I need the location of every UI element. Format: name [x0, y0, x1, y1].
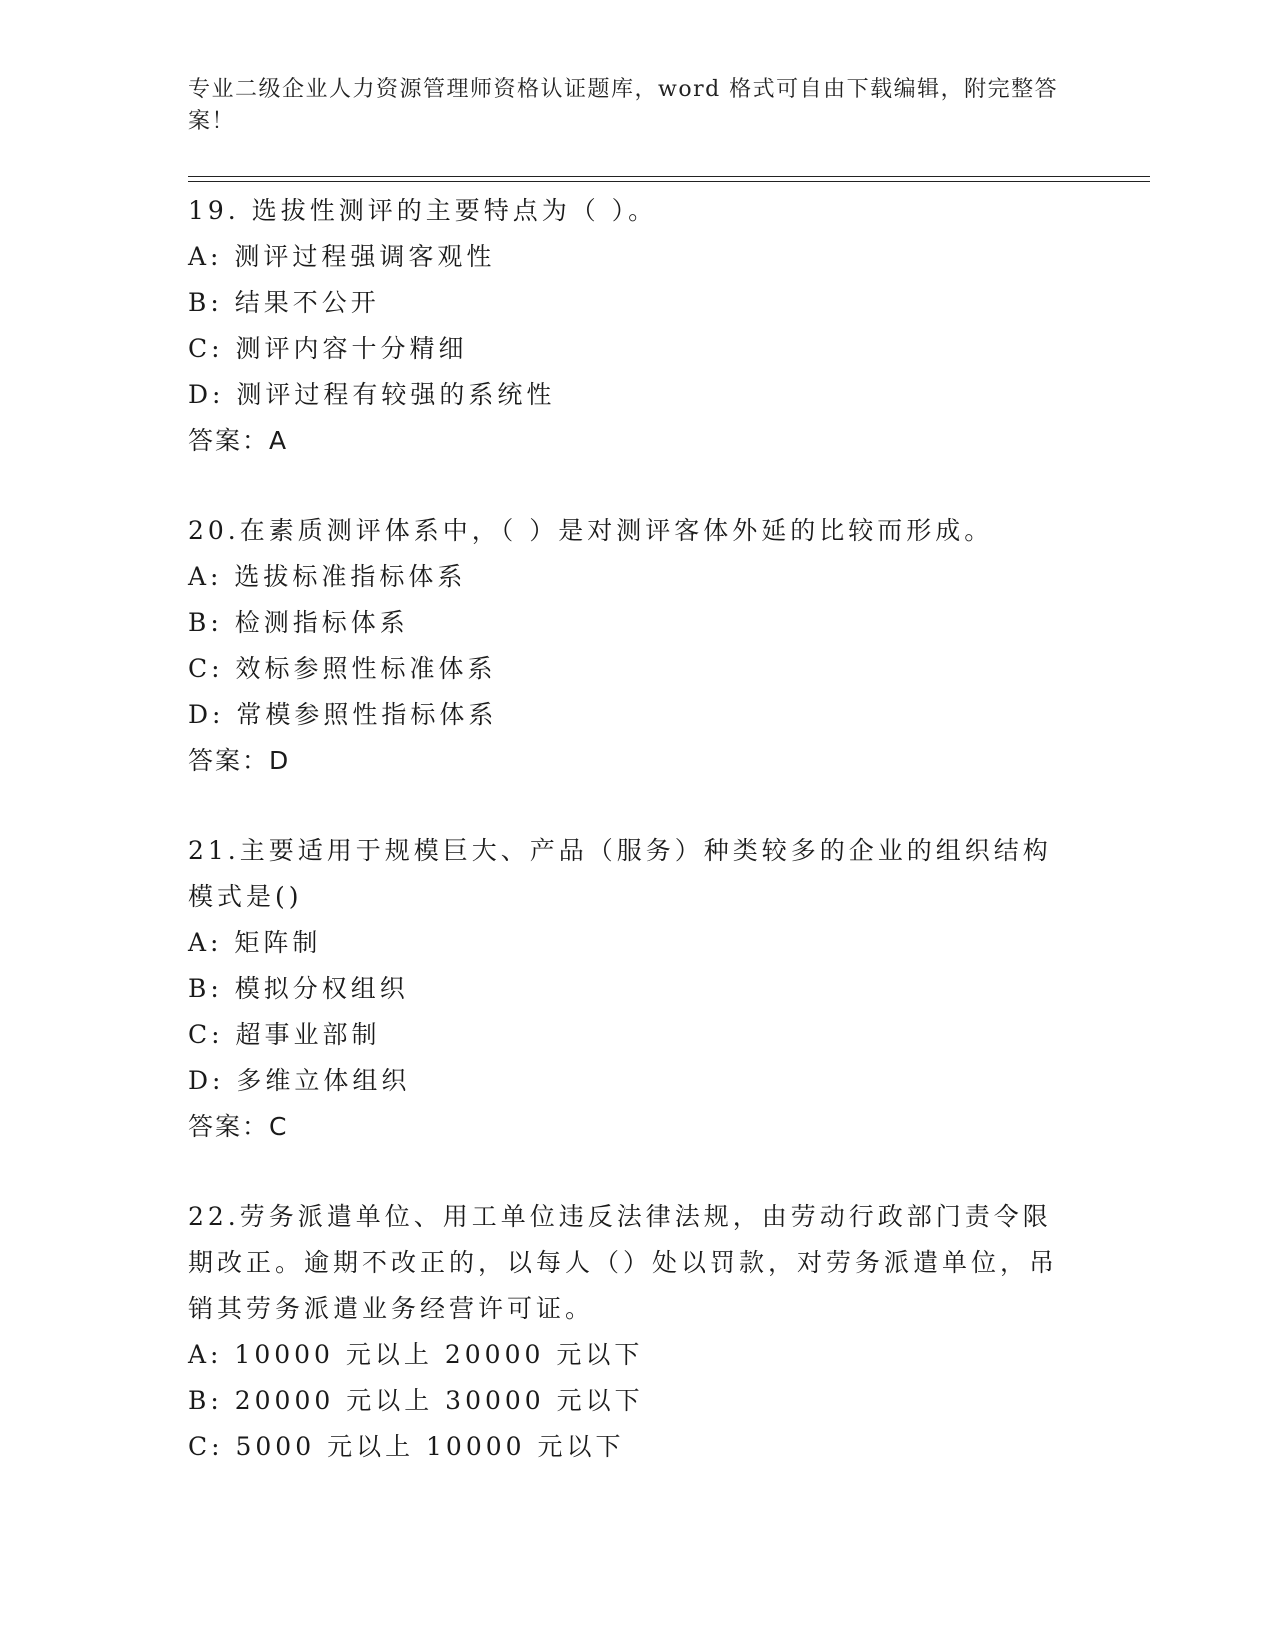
option-b: B: 结果不公开 — [188, 288, 380, 317]
option-c: C: 测评内容十分精细 — [188, 334, 468, 363]
option-c: C: 超事业部制 — [188, 1020, 381, 1049]
page-header: 专业二级企业人力资源管理师资格认证题库，word 格式可自由下载编辑，附完整答案！ — [188, 77, 1059, 134]
option-a: A: 矩阵制 — [188, 928, 322, 957]
question-stem: 22.劳务派遣单位、用工单位违反法律法规，由劳动行政部门责令限期改正。逾期不改正的，以每人（）处以罚款，对劳务派遣单位，吊销其劳务派遣业务经营许可证。 — [188, 1202, 1059, 1323]
question-stem: 21.主要适用于规模巨大、产品（服务）种类较多的企业的组织结构模式是() — [188, 836, 1052, 911]
option-a: A: 选拔标准指标体系 — [188, 562, 467, 591]
question-22 — [188, 1194, 1088, 1470]
answer-label: 答案：A — [188, 426, 289, 455]
answer-label: 答案：D — [188, 746, 291, 775]
question-19 — [188, 188, 1088, 464]
question-list — [188, 188, 1088, 1514]
question-stem: 20.在素质测评体系中，（ ）是对测评客体外延的比较而形成。 — [188, 516, 994, 545]
option-d: D: 多维立体组织 — [188, 1066, 411, 1095]
option-a: A: 测评过程强调客观性 — [188, 242, 496, 271]
option-c: C: 5000 元以上 10000 元以下 — [188, 1432, 625, 1461]
option-a: A: 10000 元以上 20000 元以下 — [188, 1340, 644, 1369]
answer-label: 答案：C — [188, 1112, 289, 1141]
question-stem: 19. 选拔性测评的主要特点为（ ）。 — [188, 196, 658, 225]
question-20 — [188, 508, 1088, 784]
option-d: D: 测评过程有较强的系统性 — [188, 380, 556, 409]
question-21 — [188, 828, 1088, 1150]
option-c: C: 效标参照性标准体系 — [188, 654, 497, 683]
header-rule-bottom — [188, 181, 1150, 182]
header-rule-top — [188, 176, 1150, 177]
option-d: D: 常模参照性指标体系 — [188, 700, 498, 729]
option-b: B: 模拟分权组织 — [188, 974, 409, 1003]
option-b: B: 20000 元以上 30000 元以下 — [188, 1386, 644, 1415]
option-b: B: 检测指标体系 — [188, 608, 409, 637]
